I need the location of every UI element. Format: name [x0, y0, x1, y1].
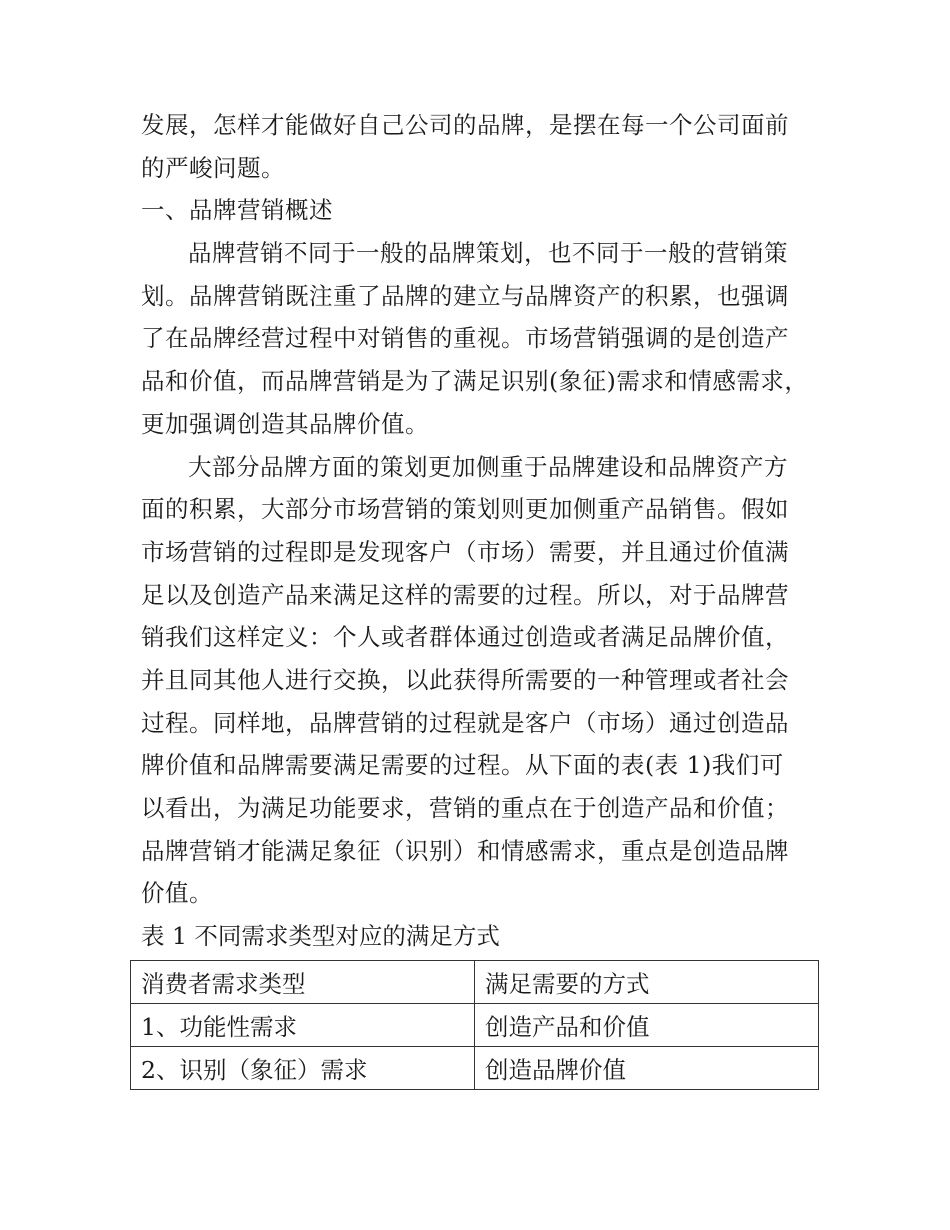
table-header-row [131, 961, 819, 1004]
text-line: 品牌营销不同于一般的品牌策划，也不同于一般的营销策 [188, 239, 788, 268]
text-line: 的严峻问题。 [141, 153, 285, 182]
text-line: 市场营销的过程即是发现客户（市场）需要，并且通过价值满 [141, 537, 789, 566]
text-line: 更加强调创造其品牌价值。 [141, 409, 429, 438]
text-line: 价值。 [141, 879, 213, 908]
text-line: 牌价值和品牌需要满足需要的过程。从下面的表(表 1)我们可 [141, 751, 784, 780]
text-line: 发展，怎样才能做好自己公司的品牌，是摆在每一个公司面前 [141, 111, 789, 139]
table-header-cell: 满足需要的方式 [475, 961, 819, 1004]
table-header-cell: 消费者需求类型 [131, 961, 475, 1004]
table-cell: 创造产品和价值 [475, 1004, 819, 1047]
table-cell: 2、识别（象征）需求 [131, 1047, 475, 1090]
text-line: 品牌营销才能满足象征（识别）和情感需求，重点是创造品牌 [141, 836, 789, 865]
text-line: 并且同其他人进行交换，以此获得所需要的一种管理或者社会 [141, 665, 789, 694]
table-row [131, 1047, 819, 1090]
text-line: 销我们这样定义：个人或者群体通过创造或者满足品牌价值， [141, 623, 789, 652]
text-line: 以看出，为满足功能要求，营销的重点在于创造产品和价值； [141, 794, 789, 822]
demand-table [130, 960, 819, 1090]
text-line: 了在品牌经营过程中对销售的重视。市场营销强调的是创造产 [141, 324, 789, 353]
text-line: 品和价值，而品牌营销是为了满足识别(象征)需求和情感需求， [141, 367, 809, 396]
document-body [141, 104, 831, 958]
section-heading: 一、品牌营销概述 [141, 196, 333, 225]
table-row [131, 1004, 819, 1047]
text-line: 足以及创造产品来满足这样的需要的过程。所以，对于品牌营 [141, 580, 789, 609]
table-cell: 创造品牌价值 [475, 1047, 819, 1090]
text-line: 大部分品牌方面的策划更加侧重于品牌建设和品牌资产方 [188, 452, 788, 481]
text-line: 面的积累，大部分市场营销的策划则更加侧重产品销售。假如 [141, 495, 789, 524]
table-cell: 1、功能性需求 [131, 1004, 475, 1047]
text-line: 划。品牌营销既注重了品牌的建立与品牌资产的积累，也强调 [141, 281, 789, 310]
table-caption: 表 1 不同需求类型对应的满足方式 [141, 922, 500, 951]
text-line: 过程。同样地，品牌营销的过程就是客户（市场）通过创造品 [141, 708, 789, 737]
